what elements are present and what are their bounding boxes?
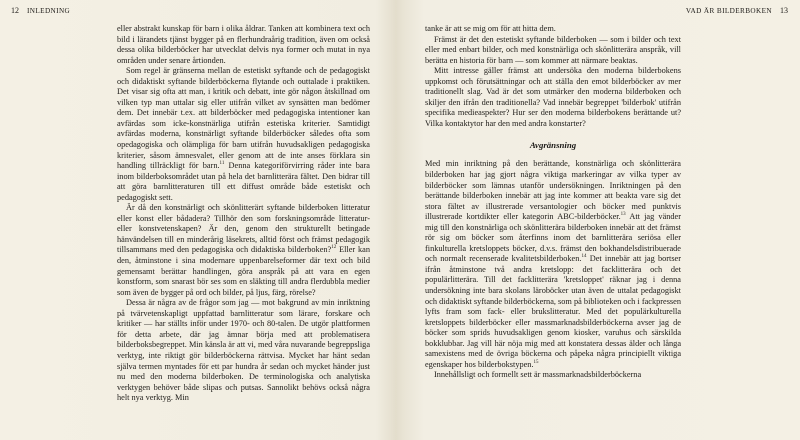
right-page-body bbox=[425, 24, 681, 381]
section-heading: Avgränsning bbox=[529, 140, 577, 151]
running-head-right bbox=[686, 6, 788, 16]
right-page bbox=[400, 0, 800, 440]
paragraph: Dessa är några av de frågor som jag — mot bakgrund av min inriktning på tvärvetenskapligt uppfattad barnlitteratur som lärare, forskare och kritiker — har ställts inför under 1970- och 80-talen. De utgör plattformen för detta arbete, där jag ämnar börja med att problematisera bilderboksbegreppet. Min känsla är att vi, med våra nuvarande begreppsliga verktyg, inte riktigt gör bilderböckerna rättvisa. Mycket har hänt sedan själva termen myntades för ett par hundra år sedan och mycket händer just nu med den moderna bilderboken. De terminologiska och analytiska verktygen behöver både slipas och putsas. Sannolikt behövs också några helt nya verktyg. Min bbox=[117, 298, 370, 403]
running-head-title: INLEDNING bbox=[27, 7, 71, 15]
running-head-left bbox=[11, 6, 70, 16]
paragraph: Är då den konstnärligt och skönlitterärt syftande bilderboken litteratur eller konst eller bådadera? Tillhör den som forskningsområde litteratur- eller konstvetenskapen? Är den, genom den strukturellt betingade hänvändelsen till en minderårig läsekrets, alltid först och främst pedagogik tillsammans med den pedagogiska och didaktiska bilderboken?$^{12}$ Eller kan den, åtminstone i sina modernare uppenbarelseformer där text och bild gemensamt berättar handlingen, göra anspråk på att vara en egen konstform, som snarast bör ses som en släkting till andra flerdubbla medier som även de bygger på ord och bilder, på ljus, färg, rörelse? bbox=[117, 203, 370, 297]
footnote-ref: 14 bbox=[581, 254, 587, 260]
footnote-ref: 12 bbox=[331, 245, 337, 251]
footnote-ref: 13 bbox=[620, 212, 626, 218]
left-page-body bbox=[117, 24, 370, 404]
paragraph: Som regel är gränserna mellan de estetiskt syftande och de pedagogiskt och didaktiskt syftande bilderböckerna flytande och outtalade i praktiken. Det visar sig ofta att man, i kritik och debatt, inte gör någon åtskillnad om vilken typ man uttalar sig eller utifrån vilket av synsätten man bedömer dem. Det innebär t.ex. att bilderböcker med pedagogiska intentioner kan avfärdas som icke-konstnärliga utifrån estetiska kriterier. Samtidigt avfärdas moderna, konstnärligt syftande bilderböcker således ofta som opedagogiska och olämpliga för barn utifrån huvudsakligen pedagogiska kriterier, såsom ämnesvalet, eller genom att de inte anses förklara sin handling tillräckligt för barn.$^{11}$ Denna kategoriförvirring råder inte bara inom bilderboksområdet utan på hela det barnlitterära fältet. Den bidrar till att göra barnlitteraturen till ett diffust område både estetiskt och pedagogiskt sett. bbox=[117, 66, 370, 202]
running-head-title: VAD ÄR BILDERBOKEN bbox=[685, 7, 772, 15]
page-number: 12 bbox=[11, 6, 19, 15]
paragraph: Främst är det den estetiskt syftande bilderboken — som i bilder och text eller med enbart bilder, och med konstnärliga och skönlitterära anspråk, vill berätta en historia för barn — som kommer att närmare beaktas. bbox=[425, 34, 681, 65]
paragraph: tanke är att se mig om för att hitta dem. bbox=[425, 24, 556, 33]
footnote-ref: 11 bbox=[219, 161, 225, 167]
paragraph: eller abstrakt kunskap för barn i olika åldrar. Tanken att kombinera text och bild i lärandets tjänst bygger på en flerhundraårig tradition, även om också dessa olika bilderböcker har utvecklat delvis nya former och mutat in nya områden under senare årtionden. bbox=[117, 24, 370, 65]
paragraph: Innehållsligt och formellt sett är massmarknadsbilderböckerna bbox=[434, 370, 642, 380]
paragraph: Mitt intresse gäller främst att undersöka den moderna bilderbokens uppkomst och förutsättningar och att ställa den emot bilderböcker av mer traditionellt slag. Vad är det som utmärker den moderna bilderboken och skiljer den ifrån den traditionella? Vad innebär begreppet 'bilderbok' utifrån specifika medieaspekter? Hur ser den moderna bilderbokens berättande ut? Vilka kontaktytor har den med andra konstarter? bbox=[425, 66, 681, 128]
paragraph: Med min inriktning på den berättande, konstnärliga och skönlitterära bilderboken har jag gjort några viktiga markeringar av vilka typer av bilderböcker som lämnas utanför undersökningen. Inriktningen på den berättande bilderboken innebär att jag inte kommer att beakta vare sig det stora fältet av illustrerade versantologier och böcker med punktvis illustrerade kortdikter eller kategorin ABC-bilderböcker.$^{13}$ Att jag vänder mig till den konstnärliga och skönlitterära bilderboken innebär att det främst rör sig om böcker som återfinns inom det barnlitterära seriösa eller finkulturella kretsloppets böcker, d.v.s. främst den bokhandelsdistribuerade och normalt recenserade kvalitetsbilderboken.$^{14}$ Det innebär att jag bortser ifrån åtminstone två andra kretslopp: det facklitterära och det populärlitterära. Till det facklitterära 'kretsloppet' räknar jag i denna undersökning inte bara skolans läroböcker utan även de uttalat pedagogiskt och didaktiskt syftande bilderböckerna, som på biblioteken och i fackpressen lyfts fram som fack- eller brukslitteratur. Med det populärkulturella kretsloppets bilderböcker eller massmarknadsbilderböckerna avser jag de böcker som sprids huvudsakligen genom kiosker, varuhus och särskilda bokklubbar. Jag vill här nöja mig med att konstatera dessas älder och långa samexistens med de övriga böckerna och påpeka några principiellt viktiga egenskaper hos bilderbokstypen.$^{15}$ bbox=[425, 159, 681, 369]
page-number: 13 bbox=[780, 6, 788, 15]
footnote-ref: 15 bbox=[533, 360, 539, 366]
